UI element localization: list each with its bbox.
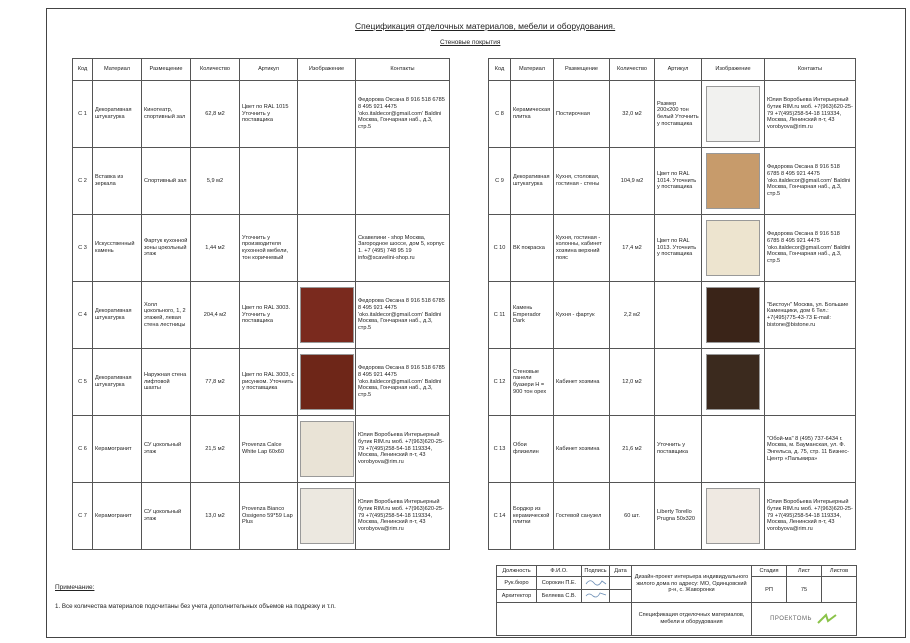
stamp-empty-cell: [497, 603, 632, 636]
company-logo: [752, 603, 857, 636]
cell-code: С 11: [489, 282, 511, 349]
cell-quantity: 204,4 м2: [191, 282, 240, 349]
cell-material: Декоративная штукатурка: [93, 349, 142, 416]
cell-placement: Кабинет хозяина: [554, 349, 610, 416]
cell-placement: СУ цокольный этаж: [142, 483, 191, 550]
cell-placement: Холл цокольного, 1, 2 этажей, левая стена лестницы: [142, 282, 191, 349]
cell-image: [298, 416, 356, 483]
spec-table-right: [488, 58, 856, 550]
table-row: [73, 483, 450, 550]
column-header-contacts: Контакты: [356, 59, 450, 81]
table-row: [73, 349, 450, 416]
material-sample-image: [300, 421, 354, 477]
cell-article: Provenza Calce White Lap 60x60: [240, 416, 298, 483]
cell-contacts: Федорова Оксана 8 916 518 6785 8 495 921 4475 'oko.italdecor@gmail.com' Baldini Москва, Гончарная наб., д.3, стр.5: [765, 215, 856, 282]
material-sample-image: [300, 354, 354, 410]
cell-code: С 7: [73, 483, 93, 550]
cell-image: [702, 416, 765, 483]
cell-material: Обои флизелин: [511, 416, 554, 483]
section-subtitle: Стеновые покрытия: [440, 39, 501, 46]
cell-quantity: 21,6 м2: [610, 416, 655, 483]
column-header-article: Артикул: [240, 59, 298, 81]
cell-quantity: 77,8 м2: [191, 349, 240, 416]
cell-contacts: Федорова Оксана 8 916 518 6785 8 495 921 4475 'oko.italdecor@gmail.com' Baldini Москва, Гончарная наб., д.3, стр.5: [356, 81, 450, 148]
cell-image: [702, 349, 765, 416]
cell-article: Уточнить у производителя кухонной мебели, тон коричневый: [240, 215, 298, 282]
cell-placement: Кабинет хозяина: [554, 416, 610, 483]
cell-placement: Постирочная: [554, 81, 610, 148]
stamp-position-2: Архитектор: [497, 590, 537, 603]
cell-contacts: Юлия Воробьева Интерьерный бутик RIM.ru моб. +7(963)620-25-79 +7(495)258-54-18 119334, Москва, Ленинский п-т, 43 vorobyova@rim.ru: [765, 81, 856, 148]
note-title: Примечание:: [55, 584, 95, 591]
column-header-image: Изображение: [702, 59, 765, 81]
cell-article: Цвет по RAL 1015 Уточнить у поставщика: [240, 81, 298, 148]
stamp-fio-2: Беляева С.В.: [537, 590, 582, 603]
column-header-contacts: Контакты: [765, 59, 856, 81]
cell-contacts: Юлия Воробьева Интерьерный бутик RIM.ru моб. +7(963)620-25-79 +7(495)258-54-18 119334, Москва, Ленинский п-т, 43 vorobyova@rim.ru: [765, 483, 856, 550]
cell-code: С 10: [489, 215, 511, 282]
stamp-document-title: Спецификация отделочных материалов, мебели и оборудования: [632, 603, 752, 636]
cell-article: Цвет по RAL 3003, с рисунком. Уточнить у поставщика: [240, 349, 298, 416]
cell-code: С 5: [73, 349, 93, 416]
table-row: [73, 215, 450, 282]
cell-article: Provenza Bianco Ossigeno 59*59 Lap Plus: [240, 483, 298, 550]
cell-image: [702, 483, 765, 550]
logo-mark-icon: [816, 613, 838, 625]
table-row: [489, 215, 856, 282]
table-header-row: [73, 59, 450, 81]
cell-code: С 13: [489, 416, 511, 483]
cell-quantity: 1,44 м2: [191, 215, 240, 282]
column-header-image: Изображение: [298, 59, 356, 81]
cell-quantity: 12,0 м2: [610, 349, 655, 416]
cell-contacts: [356, 148, 450, 215]
cell-image: [298, 483, 356, 550]
column-header-placement: Размещение: [142, 59, 191, 81]
cell-code: С 14: [489, 483, 511, 550]
stamp-fio-1: Сорокин П.Е.: [537, 577, 582, 590]
table-row: [489, 349, 856, 416]
table-row: [73, 81, 450, 148]
cell-material: Керамогранит: [93, 416, 142, 483]
stamp-date-2: [610, 590, 632, 603]
cell-image: [298, 215, 356, 282]
cell-contacts: "Обой-ма" 8 (495) 737-6434 г. Москва, м. Бауманская, ул. Ф. Энгельса, д. 75, стр. 11 Бизнес-Центр «Пальмира»: [765, 416, 856, 483]
cell-quantity: 60 шт.: [610, 483, 655, 550]
cell-quantity: 13,0 м2: [191, 483, 240, 550]
logo-text: ПРОЕКТОМЬ: [770, 616, 812, 622]
cell-image: [298, 81, 356, 148]
cell-quantity: 5,9 м2: [191, 148, 240, 215]
cell-code: С 2: [73, 148, 93, 215]
cell-article: Цвет по RAL 3003. Уточнить у поставщика: [240, 282, 298, 349]
cell-article: Liberty Torello Prugna 50x320: [655, 483, 702, 550]
cell-placement: Кухня - фартук: [554, 282, 610, 349]
column-header-code: Код: [489, 59, 511, 81]
signature-1: [582, 577, 610, 590]
table-row: [489, 148, 856, 215]
spec-table-left: [72, 58, 450, 550]
stamp-header-date: Дата: [610, 566, 632, 577]
cell-image: [702, 81, 765, 148]
cell-code: С 9: [489, 148, 511, 215]
material-sample-image: [706, 488, 760, 544]
cell-material: Камень Emperador Dark: [511, 282, 554, 349]
cell-contacts: [765, 349, 856, 416]
column-header-article: Артикул: [655, 59, 702, 81]
table-row: [489, 81, 856, 148]
cell-material: Керамическая плитка: [511, 81, 554, 148]
table-header-row: [489, 59, 856, 81]
stamp-header-stage: Стадия: [752, 566, 787, 577]
material-sample-image: [706, 86, 760, 142]
cell-image: [298, 282, 356, 349]
cell-material: Стеновые панели буазери H = 900 тон орех: [511, 349, 554, 416]
stamp-header-sign: Подпись: [582, 566, 610, 577]
table-row: [489, 416, 856, 483]
title-block: [496, 565, 857, 636]
stamp-stage: РП: [752, 577, 787, 603]
cell-material: Вставка из зеркала: [93, 148, 142, 215]
cell-placement: Кухня, столовая, гостиная - стены: [554, 148, 610, 215]
table-row: [73, 282, 450, 349]
cell-contacts: Федорова Оксана 8 916 518 6785 8 495 921 4475 'oko.italdecor@gmail.com' Baldini Москва, Гончарная наб., д.3, стр.5: [765, 148, 856, 215]
table-row: [489, 282, 856, 349]
cell-code: С 6: [73, 416, 93, 483]
cell-article: Размер 200x200 тон белый Уточнить у поставщика: [655, 81, 702, 148]
cell-material: Керамогранит: [93, 483, 142, 550]
stamp-sheets: [822, 577, 857, 603]
material-sample-image: [300, 488, 354, 544]
column-header-material: Материал: [93, 59, 142, 81]
stamp-header-fio: Ф.И.О.: [537, 566, 582, 577]
cell-quantity: 62,8 м2: [191, 81, 240, 148]
cell-article: Цвет по RAL 1014. Уточнить у поставщика: [655, 148, 702, 215]
cell-quantity: 2,2 м2: [610, 282, 655, 349]
material-sample-image: [706, 287, 760, 343]
cell-code: С 12: [489, 349, 511, 416]
signature-2: [582, 590, 610, 603]
stamp-header-sheet: Лист: [787, 566, 822, 577]
cell-placement: Наружная стена лифтовой шахты: [142, 349, 191, 416]
cell-contacts: Юлия Воробьева Интерьерный бутик RIM.ru моб. +7(963)620-25-79 +7(495)258-54-18 119334, Москва, Ленинский п-т, 43 vorobyova@rim.ru: [356, 483, 450, 550]
cell-material: ВК покраска: [511, 215, 554, 282]
cell-material: Искусственный камень: [93, 215, 142, 282]
cell-code: С 8: [489, 81, 511, 148]
cell-quantity: 104,9 м2: [610, 148, 655, 215]
cell-quantity: 21,5 м2: [191, 416, 240, 483]
cell-image: [702, 215, 765, 282]
column-header-quantity: Количество: [610, 59, 655, 81]
cell-placement: Гостевой санузел: [554, 483, 610, 550]
page-title: Спецификация отделочных материалов, мебели и оборудования.: [355, 21, 616, 31]
cell-contacts: "Бистоун" Москва, ул. Большие Каменщики, дом 6 Тел.: +7(495)775-43-73 E-mail: bistone@bistone.ru: [765, 282, 856, 349]
cell-article: Уточнить у поставщика: [655, 416, 702, 483]
cell-placement: Кухня, гостиная - колонны, кабинет хозяина верхний пояс: [554, 215, 610, 282]
cell-material: Декоративная штукатурка: [93, 81, 142, 148]
cell-quantity: 32,0 м2: [610, 81, 655, 148]
cell-placement: Фартук кухонной зоны цокольный этаж: [142, 215, 191, 282]
stamp-position-1: Рук.бюро: [497, 577, 537, 590]
cell-article: [655, 282, 702, 349]
cell-contacts: Юлия Воробьева Интерьерный бутик RIM.ru моб. +7(963)620-25-79 +7(495)258-54-18 119334, Москва, Ленинский п-т, 43 vorobyova@rim.ru: [356, 416, 450, 483]
table-row: [73, 148, 450, 215]
column-header-quantity: Количество: [191, 59, 240, 81]
cell-article: Цвет по RAL 1013. Уточнить у поставщика: [655, 215, 702, 282]
material-sample-image: [300, 287, 354, 343]
stamp-header-sheets: Листов: [822, 566, 857, 577]
cell-material: Бордюр из керамической плитки: [511, 483, 554, 550]
column-header-material: Материал: [511, 59, 554, 81]
cell-code: С 1: [73, 81, 93, 148]
cell-image: [298, 349, 356, 416]
stamp-sheet: 75: [787, 577, 822, 603]
table-row: [489, 483, 856, 550]
material-sample-image: [706, 220, 760, 276]
cell-placement: СУ цокольный этаж: [142, 416, 191, 483]
cell-material: Декоративная штукатурка: [93, 282, 142, 349]
cell-placement: Кинотеатр, спортивный зал: [142, 81, 191, 148]
table-row: [73, 416, 450, 483]
cell-image: [298, 148, 356, 215]
stamp-date-1: [610, 577, 632, 590]
cell-code: С 3: [73, 215, 93, 282]
material-sample-image: [706, 153, 760, 209]
cell-contacts: Скавелини - shop Москва, Загородное шоссе, дом 5, корпус 1. +7 (495) 748 95 19 info@scavelini-shop.ru: [356, 215, 450, 282]
cell-placement: Спортивный зал: [142, 148, 191, 215]
cell-code: С 4: [73, 282, 93, 349]
cell-article: [240, 148, 298, 215]
cell-contacts: Федорова Оксана 8 916 518 6785 8 495 921 4475 'oko.italdecor@gmail.com' Baldini Москва, Гончарная наб., д.3, стр.5: [356, 282, 450, 349]
cell-contacts: Федорова Оксана 8 916 518 6785 8 495 921 4475 'oko.italdecor@gmail.com' Baldini Москва, Гончарная наб., д.3, стр.5: [356, 349, 450, 416]
cell-material: Декоративная штукатурка: [511, 148, 554, 215]
cell-image: [702, 282, 765, 349]
cell-article: [655, 349, 702, 416]
cell-quantity: 17,4 м2: [610, 215, 655, 282]
column-header-code: Код: [73, 59, 93, 81]
column-header-placement: Размещение: [554, 59, 610, 81]
stamp-header-position: Должность: [497, 566, 537, 577]
material-sample-image: [706, 354, 760, 410]
note-text: 1. Все количества материалов подсчитаны без учета дополнительных объемов на подрезку и т.п.: [55, 603, 336, 610]
stamp-project-name: Дизайн-проект интерьера индивидуального жилого дома по адресу: МО, Одинцовский р-н, с. Жаворонки: [632, 566, 752, 603]
cell-image: [702, 148, 765, 215]
